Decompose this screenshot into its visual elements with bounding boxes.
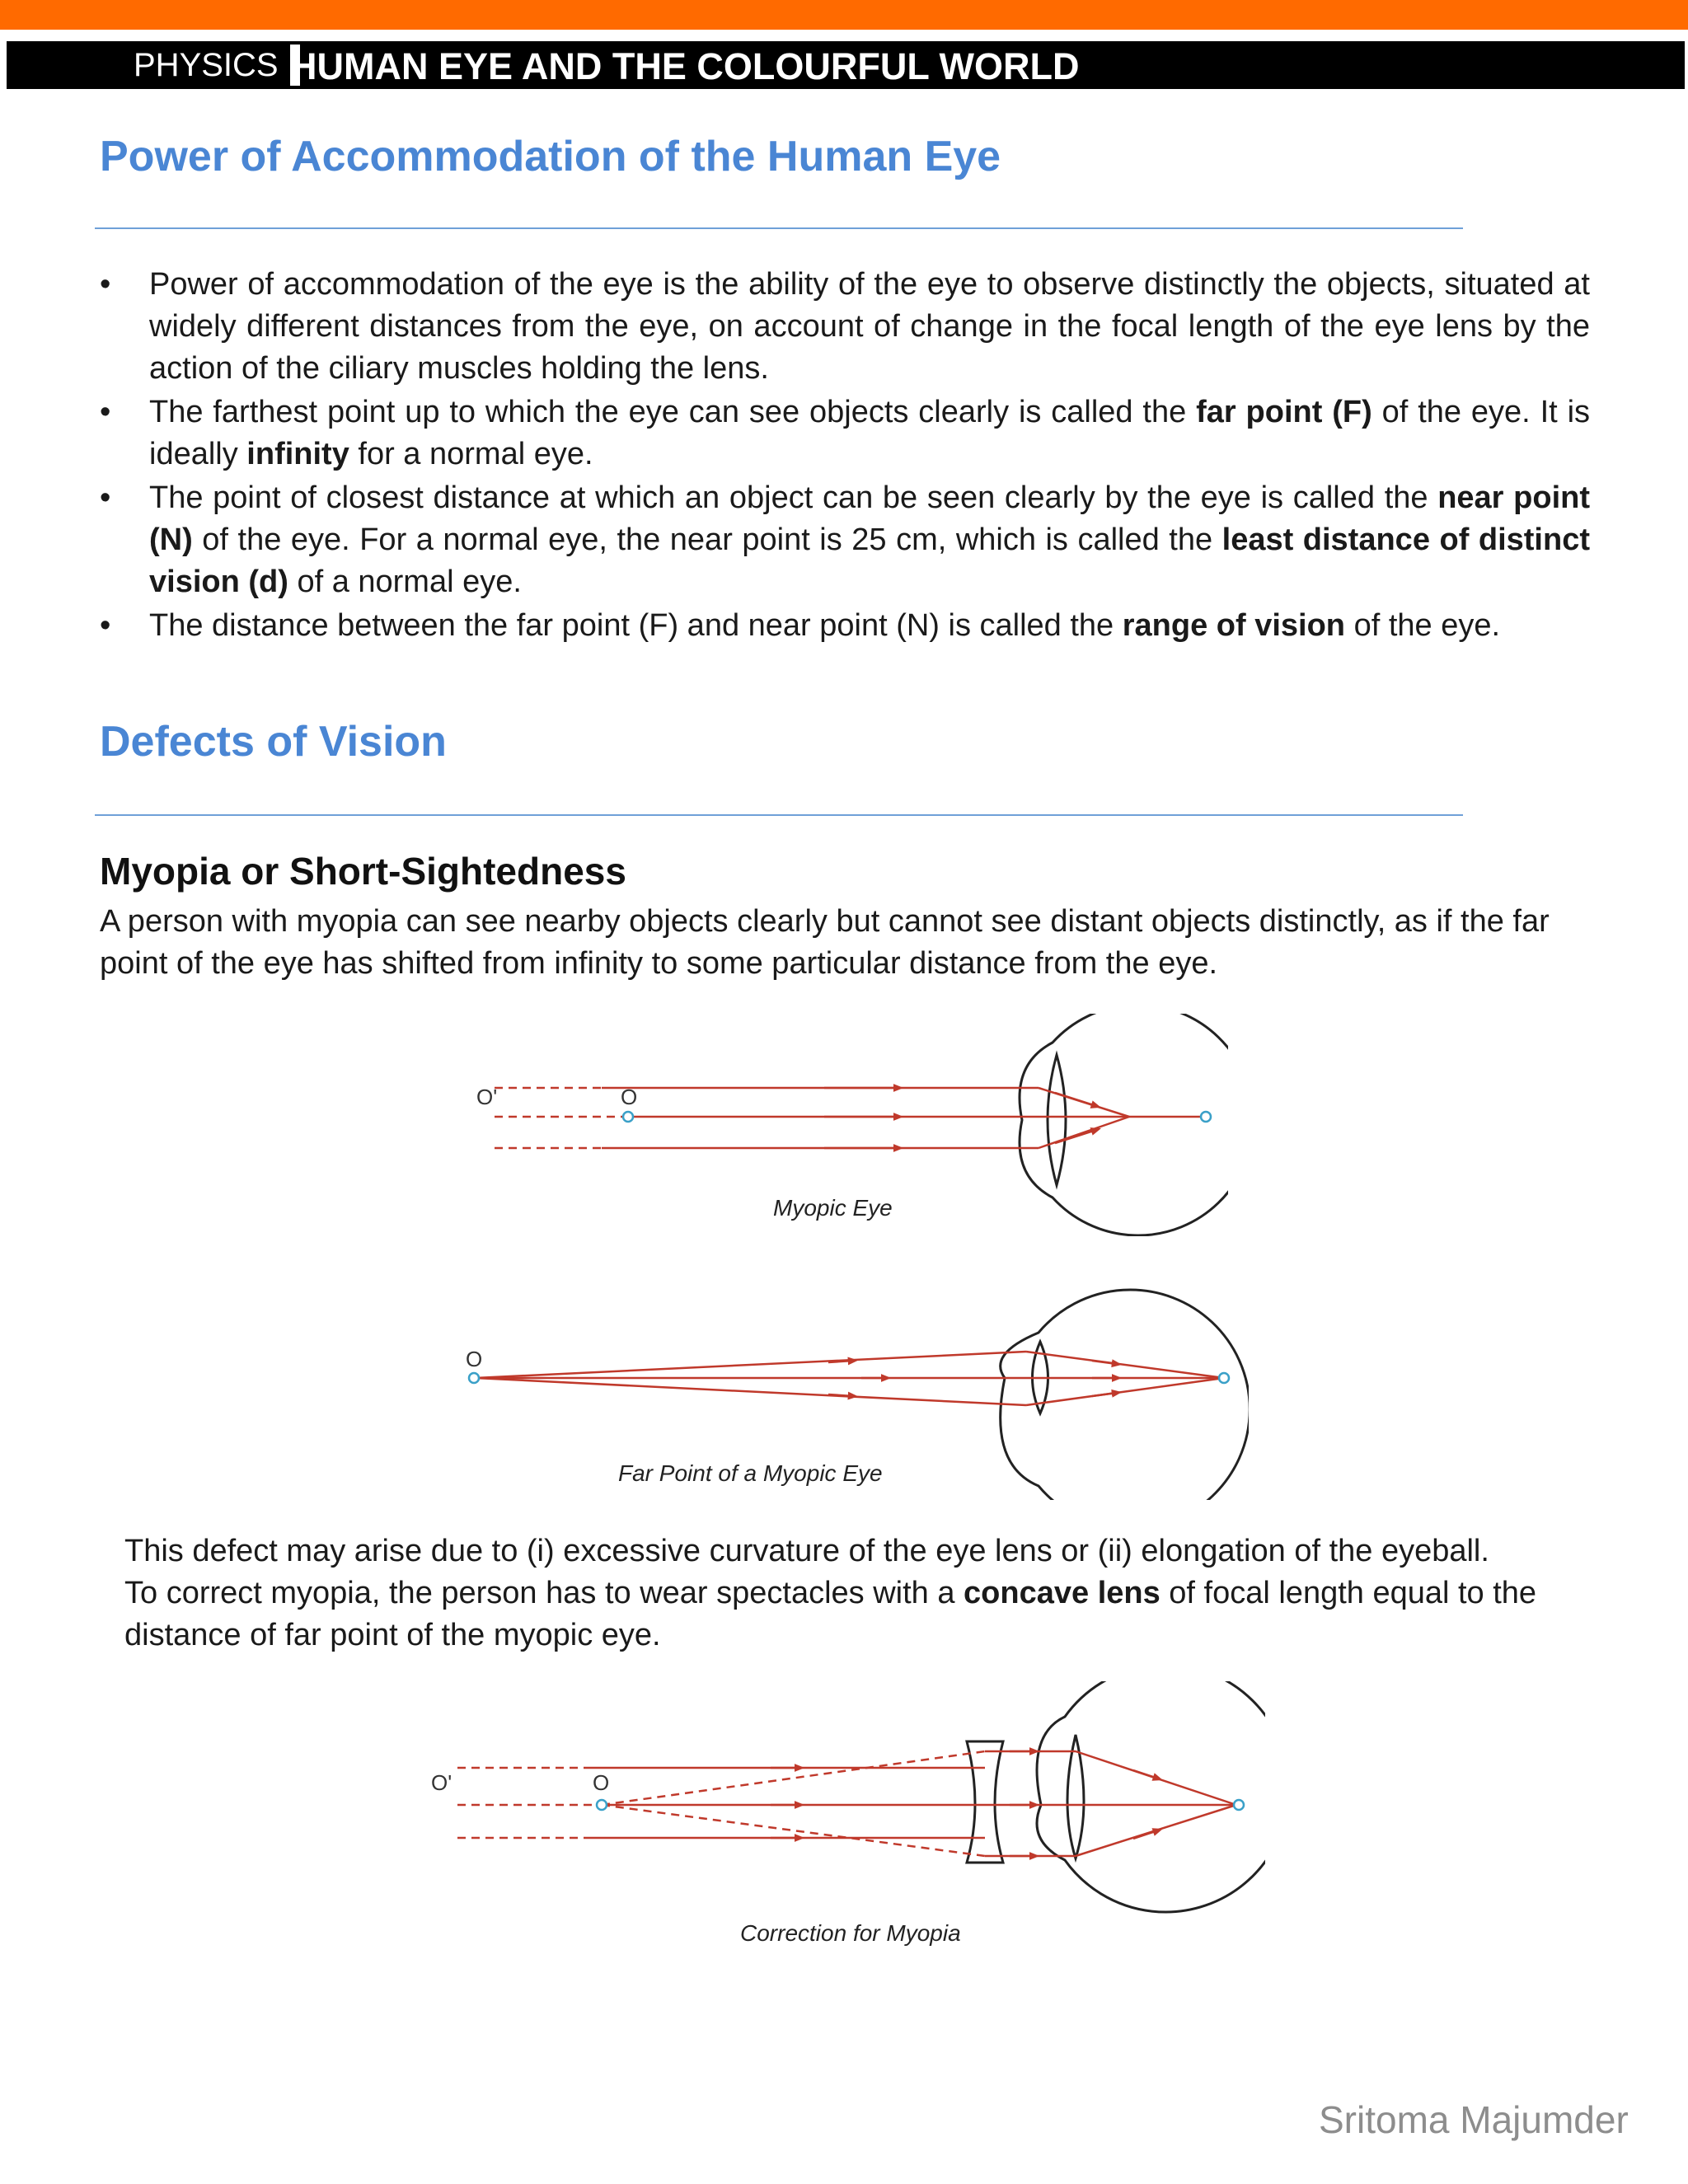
- text-run: The distance between the far point (F) and near point (N) is called the: [149, 608, 1123, 643]
- bold-term: range of vision: [1122, 608, 1346, 643]
- section-divider-2: [95, 814, 1463, 816]
- object-point: [469, 1373, 479, 1383]
- o-label: O: [621, 1085, 638, 1109]
- text-run: of a normal eye.: [288, 565, 522, 599]
- author-watermark: Sritoma Majumder: [1319, 2098, 1629, 2141]
- bold-term: near point (N): [149, 480, 1590, 557]
- bold-term: concave lens: [964, 1576, 1160, 1610]
- bold-term: far point (F): [1196, 395, 1372, 429]
- section-title-accommodation: Power of Accommodation of the Human Eye: [100, 133, 1001, 180]
- text-run: To correct myopia, the person has to wear spectacles with a: [124, 1576, 964, 1610]
- bullet-item: [100, 391, 1590, 476]
- figure-caption: Correction for Myopia: [740, 1920, 961, 1946]
- text-run: of the eye. For a normal eye, the near point is 25 cm, which is called the: [192, 523, 1222, 557]
- o-prime-label: O': [476, 1085, 498, 1109]
- bold-term: infinity: [246, 437, 349, 471]
- retina-point: [1219, 1373, 1229, 1383]
- accommodation-bullet-list: [100, 264, 1590, 649]
- object-point: [623, 1112, 633, 1122]
- myopia-heading: Myopia or Short-Sightedness: [100, 850, 626, 893]
- figure-correction-for-myopia: [424, 1681, 1265, 1953]
- figure-caption: Far Point of a Myopic Eye: [618, 1460, 883, 1486]
- concave-lens-icon: [967, 1741, 1003, 1863]
- subject-label: PHYSICS: [122, 45, 300, 86]
- bullet-item: [100, 477, 1590, 603]
- o-label: O: [466, 1347, 483, 1371]
- top-orange-bar: [0, 0, 1688, 30]
- text-run: of the eye. It is ideally: [149, 395, 1591, 471]
- bullet-item: [100, 605, 1590, 647]
- text-run: The farthest point up to which the eye can see objects clearly is called the: [149, 395, 1197, 429]
- chapter-title: HUMAN EYE AND THE COLOURFUL WORLD: [290, 45, 1080, 87]
- myopia-intro: A person with myopia can see nearby objects clearly but cannot see distant objects distinctly, as if the far point of the eye has shifted from infinity to some particular distance from the eye.: [100, 904, 1550, 981]
- figure-far-point-myopic-eye: [449, 1277, 1249, 1500]
- o-label: O: [593, 1770, 610, 1795]
- eyeball-icon: [1037, 1681, 1265, 1912]
- retina-point: [1234, 1800, 1244, 1810]
- figure-myopic-eye: [462, 1014, 1228, 1236]
- text-run: for a normal eye.: [349, 437, 593, 471]
- section-title-defects: Defects of Vision: [100, 718, 447, 766]
- figure-caption: Myopic Eye: [773, 1195, 893, 1221]
- object-point: [597, 1800, 607, 1810]
- retina-point: [1201, 1112, 1211, 1122]
- myopia-cause: This defect may arise due to (i) excessive curvature of the eye lens or (ii) elongation of the eyeball.: [124, 1534, 1489, 1568]
- text-run: of the eye.: [1345, 608, 1501, 643]
- eyeball-icon: [1020, 1014, 1228, 1235]
- text-run: The point of closest distance at which an object can be seen clearly by the eye is called the: [149, 480, 1438, 515]
- myopia-correction: [124, 1572, 1608, 1657]
- bullet-dot: •: [100, 267, 111, 302]
- bullet-dot: •: [100, 480, 111, 515]
- bullet-dot: •: [100, 608, 111, 643]
- text-run: of focal length equal to the distance of far point of the myopic eye.: [124, 1576, 1537, 1652]
- bullet-dot: •: [100, 395, 111, 429]
- bullet-item: [100, 264, 1590, 390]
- bold-term: least distance of distinct vision (d): [149, 523, 1590, 599]
- section-divider-1: [95, 227, 1463, 229]
- text-run: Power of accommodation of the eye is the ability of the eye to observe distinctly the objects, situated at widely different distances from the eye, on account of change in the focal length of the eye lens by the action of the ciliary muscles holding the lens.: [149, 267, 1590, 386]
- o-prime-label: O': [431, 1770, 452, 1795]
- eyeball-icon: [1001, 1290, 1249, 1500]
